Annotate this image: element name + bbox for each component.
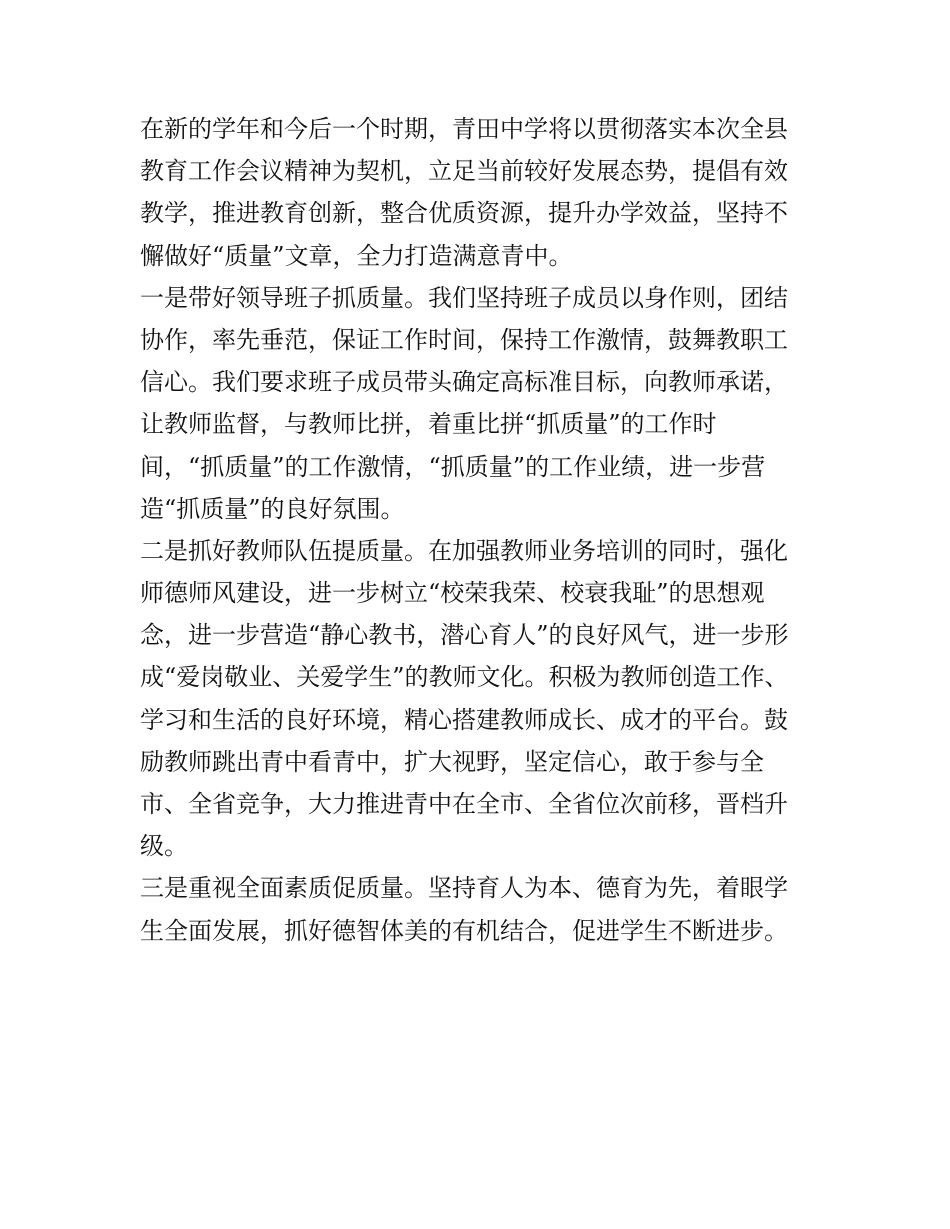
text-line-13: 念，进一步营造“静心教书，潜心育人”的良好风气，进一步形	[140, 621, 789, 650]
text-line-6: 协作，率先垂范，保证工作时间，保持工作激情，鼓舞教职工	[140, 325, 788, 354]
text-line-14: 成“爱岗敬业、关爱学生”的教师文化。积极为教师创造工作、	[140, 663, 789, 692]
text-line-17: 市、全省竞争，大力推进青中在全市、全省位次前移，晋档升	[140, 790, 788, 818]
text-line-9: 间，“抓质量”的工作激情，“抓质量”的工作业绩，进一步营	[140, 452, 766, 481]
text-line-11: 二是抓好教师队伍提质量。在加强教师业务培训的同时，强化	[140, 536, 788, 565]
document-page	[140, 108, 830, 952]
text-line-10: 造“抓质量”的良好氛围。	[140, 494, 405, 523]
text-line-7: 信心。我们要求班子成员带头确定高标准目标，向教师承诺，	[140, 368, 788, 397]
text-line-1: 在新的学年和今后一个时期，青田中学将以贯彻落实本次全县	[140, 115, 788, 143]
text-line-12: 师德师风建设，进一步树立“校荣我荣、校衰我耻”的思想观	[140, 579, 765, 608]
text-line-3: 教学，推进教育创新，整合优质资源，提升办学效益，坚持不	[140, 199, 788, 228]
text-line-5: 一是带好领导班子抓质量。我们坚持班子成员以身作则，团结	[140, 283, 788, 312]
text-line-8: 让教师监督，与教师比拼，着重比拼“抓质量”的工作时	[140, 410, 717, 439]
text-line-2: 教育工作会议精神为契机，立足当前较好发展态势，提倡有效	[140, 157, 788, 186]
text-line-15: 学习和生活的良好环境，精心搭建教师成长、成才的平台。鼓	[140, 705, 788, 734]
text-line-18: 级。	[140, 832, 188, 861]
text-line-19: 三是重视全面素质促质量。坚持育人为本、德育为先，着眼学	[140, 874, 788, 903]
text-line-20: 生全面发展，抓好德智体美的有机结合，促进学生不断进步。	[140, 916, 788, 945]
text-line-16: 励教师跳出青中看青中，扩大视野，坚定信心，敢于参与全	[140, 747, 764, 776]
text-line-4: 懈做好“质量”文章，全力打造满意青中。	[140, 241, 573, 270]
